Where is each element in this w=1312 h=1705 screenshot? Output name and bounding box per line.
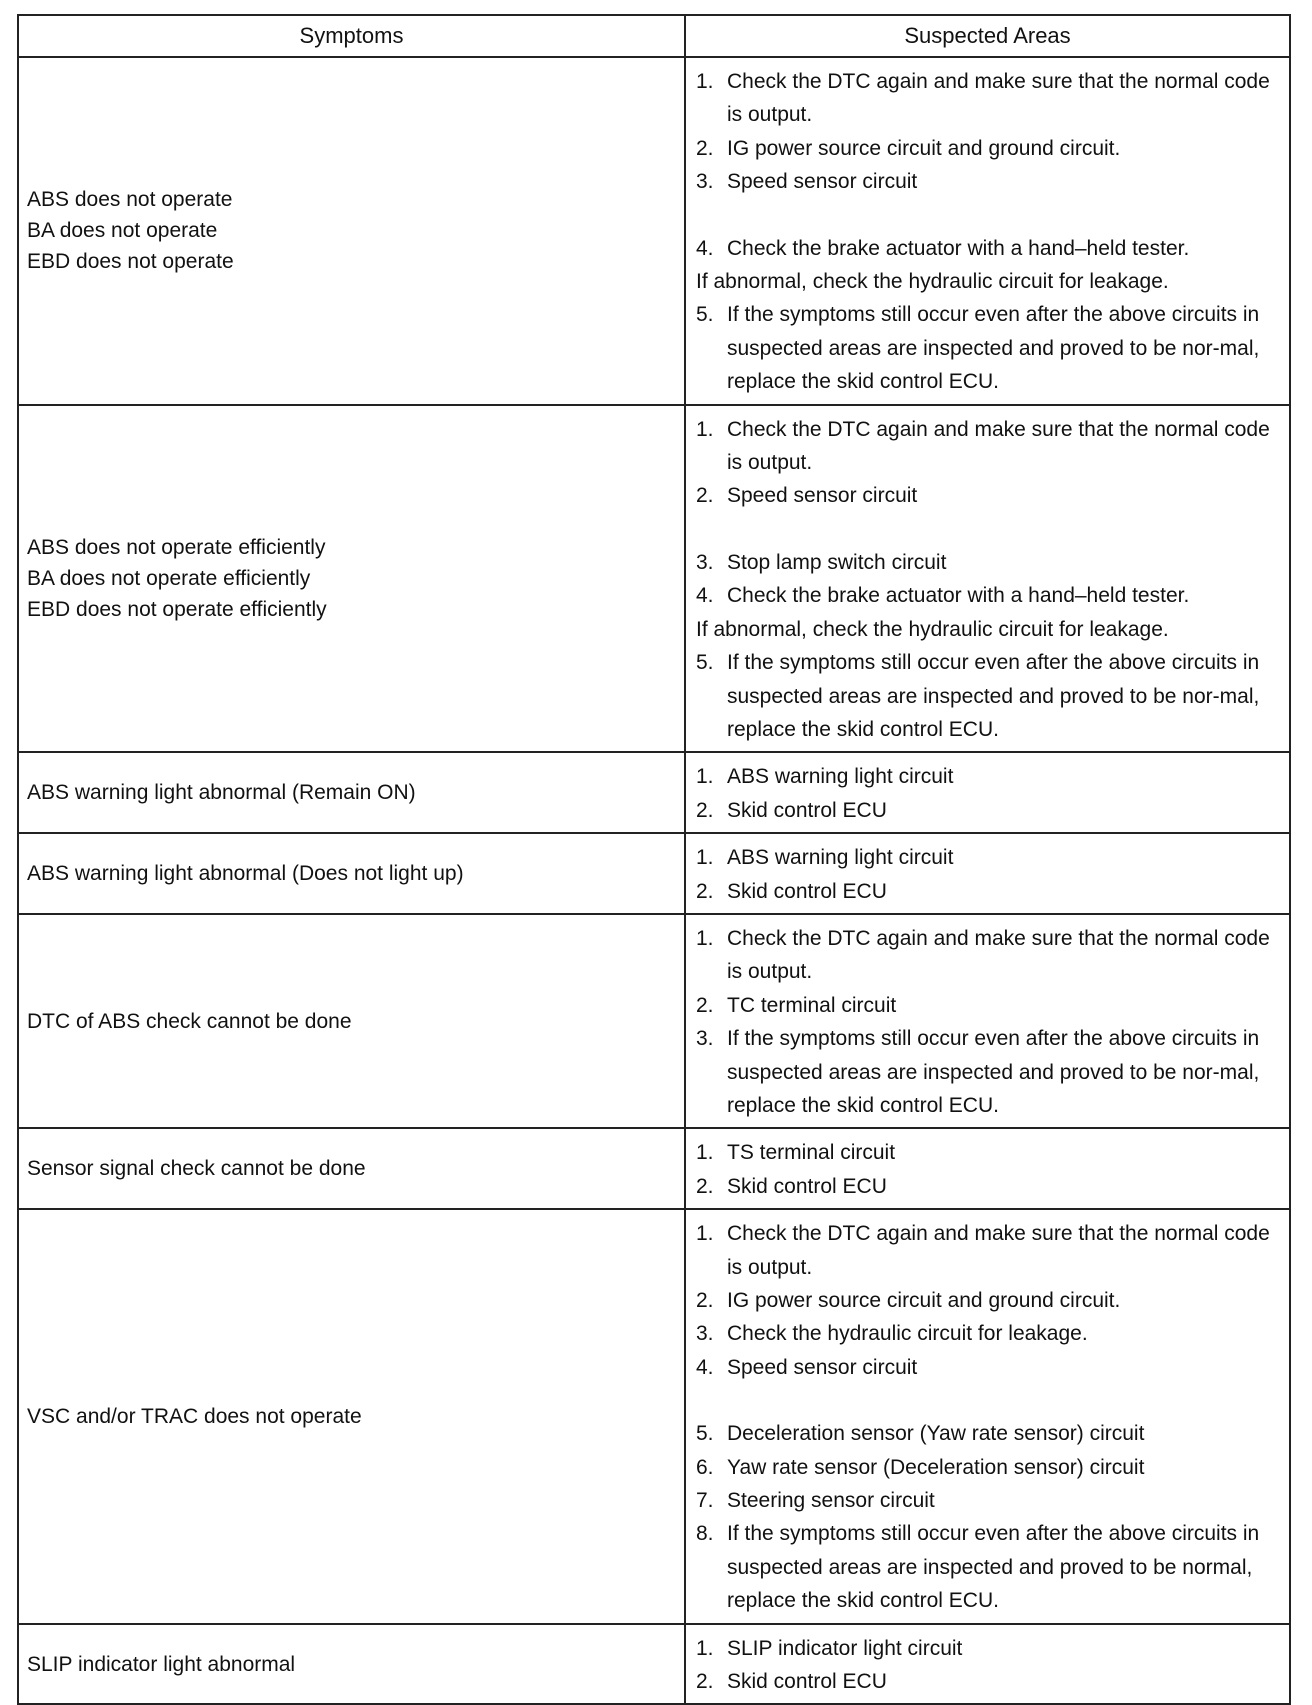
area-item-text: TS terminal circuit [727,1141,896,1165]
area-item-text: TC terminal circuit [727,993,897,1017]
area-item-number: 2. [696,136,714,160]
area-item-text: If the symptoms still occur even after the above circuits in suspected areas are inspected and proved to be nor-mal, replace the skid control ECU. [727,1027,1260,1117]
area-item [696,1517,1279,1617]
area-item-text: Speed sensor circuit [727,170,918,194]
area-item-number: 5. [696,1422,714,1446]
area-item-number: 1. [696,417,714,441]
area-item [696,760,1279,793]
area-spacer [696,199,1279,232]
area-item [696,165,1279,198]
table-row [18,752,1290,833]
table-row [18,1209,1290,1623]
area-item-number: 1. [696,1222,714,1246]
symptom-text: EBD does not operate efficiently [27,597,327,621]
area-item [696,875,1279,908]
area-item-text: Check the DTC again and make sure that the normal code is output. [727,70,1270,127]
area-item-text: Yaw rate sensor (Deceleration sensor) circuit [727,1455,1145,1479]
area-item-text: If the symptoms still occur even after the above circuits in suspected areas are inspected and proved to be normal, replace the skid control ECU. [727,1522,1260,1613]
area-item-text: Stop lamp switch circuit [727,550,947,574]
area-item [696,1022,1279,1122]
area-item-number: 1. [696,765,714,789]
symptom-cell [18,57,685,405]
area-item-number: 1. [696,1141,714,1165]
area-item-number: 2. [696,1289,714,1312]
area-item-number: 4. [696,1355,714,1379]
symptom-text: BA does not operate efficiently [27,566,311,590]
symptom-text: EBD does not operate [27,250,234,274]
suspected-areas-cell [685,405,1290,753]
area-item-number: 2. [696,1174,714,1198]
area-item-text: IG power source circuit and ground circuit. [727,136,1121,160]
area-note: If abnormal, check the hydraulic circuit for leakage. [696,270,1169,294]
table-row [18,833,1290,914]
area-item-number: 8. [696,1522,714,1546]
symptom-cell [18,752,685,833]
symptom-cell [18,405,685,753]
area-item [696,1665,1279,1698]
symptom-text: Sensor signal check cannot be done [27,1157,366,1181]
area-item [696,298,1279,398]
area-item [696,1417,1279,1450]
area-item [696,1284,1279,1317]
area-item [696,546,1279,579]
symptom-cell [18,833,685,914]
area-item-number: 2. [696,993,714,1017]
symptom-text: ABS does not operate efficiently [27,535,326,559]
area-item [696,1217,1279,1284]
suspected-areas-cell [685,833,1290,914]
area-item-text: Skid control ECU [727,1174,887,1198]
table-row [18,1128,1290,1209]
area-item [696,1170,1279,1203]
symptom-cell [18,1128,685,1209]
area-item [696,1451,1279,1484]
area-item [696,132,1279,165]
area-item [696,1136,1279,1169]
area-item-number: 3. [696,1322,714,1346]
area-item-number: 6. [696,1455,714,1479]
suspected-areas-cell [685,1209,1290,1623]
symptom-text: ABS warning light abnormal (Does not light up) [27,862,464,886]
area-spacer [696,1384,1279,1417]
symptom-cell [18,914,685,1128]
area-item-number: 2. [696,879,714,903]
symptom-text: SLIP indicator light abnormal [27,1652,296,1676]
area-item-number: 3. [696,550,714,574]
area-item [696,479,1279,512]
area-item-text: Skid control ECU [727,798,887,822]
area-item-text: If the symptoms still occur even after the above circuits in suspected areas are inspected and proved to be nor-mal, replace the skid control ECU. [727,651,1260,741]
area-item-number: 1. [696,1636,714,1660]
area-item-number: 3. [696,170,714,194]
area-item-number: 4. [696,584,714,608]
area-item-number: 1. [696,846,714,870]
area-item-number: 5. [696,303,714,327]
suspected-areas-cell [685,57,1290,405]
area-item-text: If the symptoms still occur even after the above circuits in suspected areas are inspected and proved to be nor-mal, replace the skid control ECU. [727,303,1260,394]
area-item-number: 7. [696,1489,714,1513]
header-row [18,15,1290,57]
area-note: If abnormal, check the hydraulic circuit for leakage. [696,617,1169,641]
area-item [696,922,1279,989]
symptom-cell [18,1209,685,1623]
area-item-number: 1. [696,926,714,950]
area-item [696,1484,1279,1517]
area-item-number: 2. [696,798,714,822]
area-item-text: Skid control ECU [727,1670,887,1694]
area-item-text: Check the DTC again and make sure that the normal code is output. [727,417,1270,475]
area-item [696,579,1279,612]
table-row [18,1624,1290,1705]
header-symptoms: Symptoms [18,15,685,57]
area-item-number: 3. [696,1027,714,1051]
area-item-number: 2. [696,1670,714,1694]
table-row [18,405,1290,753]
area-item-number: 1. [696,70,714,93]
area-spacer [696,513,1279,546]
table-row [18,914,1290,1128]
area-item-text: IG power source circuit and ground circuit. [727,1289,1121,1312]
symptom-text: DTC of ABS check cannot be done [27,1009,352,1033]
area-item-number: 2. [696,484,714,508]
area-item-number: 4. [696,236,714,260]
symptom-text: ABS does not operate [27,188,233,212]
area-item-text: Deceleration sensor (Yaw rate sensor) circuit [727,1422,1145,1446]
area-item-number: 5. [696,651,714,675]
area-item-text: Speed sensor circuit [727,484,918,508]
suspected-areas-cell [685,1624,1290,1705]
area-item-text: Check the DTC again and make sure that the normal code is output. [727,926,1270,984]
area-item [696,413,1279,480]
suspected-areas-cell [685,914,1290,1128]
area-item-text: Steering sensor circuit [727,1489,935,1513]
table-row [18,57,1290,405]
table-body [18,57,1290,1704]
area-item-text: Check the DTC again and make sure that the normal code is output. [727,1222,1270,1279]
area-item-text: Check the hydraulic circuit for leakage. [727,1322,1088,1346]
symptom-text: VSC and/or TRAC does not operate [27,1404,362,1428]
area-item [696,989,1279,1022]
suspected-areas-cell [685,1128,1290,1209]
diagnosis-table [17,14,1291,1705]
area-item-text: Speed sensor circuit [727,1355,918,1379]
symptom-cell [18,1624,685,1705]
area-item-text: ABS warning light circuit [727,765,954,789]
area-item [696,1632,1279,1665]
area-item [696,232,1279,265]
area-item-text: Check the brake actuator with a hand–held tester. [727,236,1190,260]
header-suspected-areas: Suspected Areas [685,15,1290,57]
area-item [696,646,1279,746]
area-item-text: ABS warning light circuit [727,846,954,870]
area-item-text: Check the brake actuator with a hand–held tester. [727,584,1190,608]
area-item [696,65,1279,132]
symptom-text: BA does not operate [27,219,218,243]
area-item-text: SLIP indicator light circuit [727,1636,963,1660]
symptom-text: ABS warning light abnormal (Remain ON) [27,781,416,805]
area-item-text: Skid control ECU [727,879,887,903]
area-item [696,1351,1279,1384]
suspected-areas-cell [685,752,1290,833]
area-item [696,841,1279,874]
area-item [696,1317,1279,1350]
area-item [696,794,1279,827]
